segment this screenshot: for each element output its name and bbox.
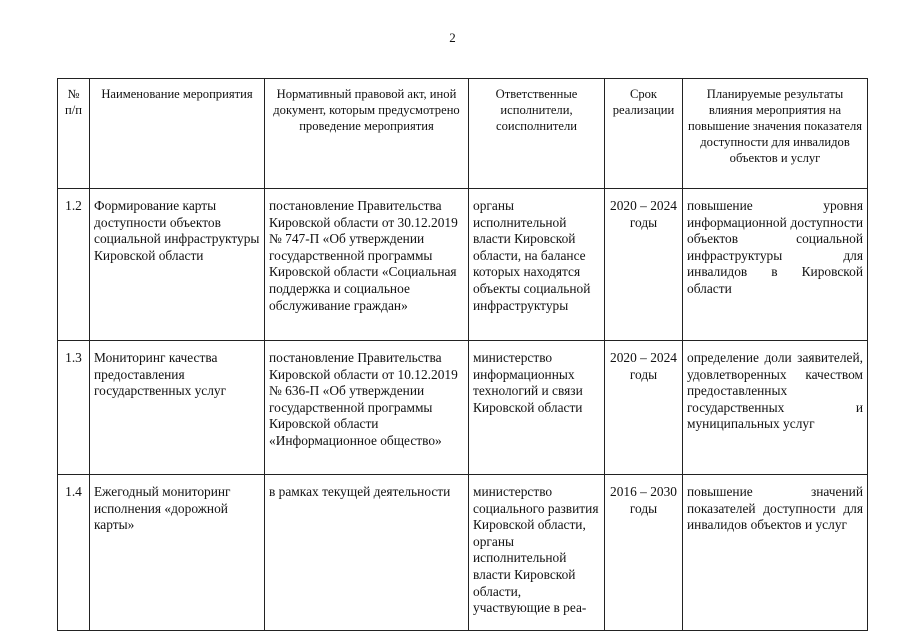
row-number: 1.3 xyxy=(58,341,90,475)
table-row xyxy=(58,341,868,475)
row-number: 1.2 xyxy=(58,189,90,341)
planned-result: повышение значений показателей доступности для инвалидов объектов и услуг xyxy=(683,475,868,631)
legal-act: в рамках текущей деятельности xyxy=(265,475,469,631)
executors: министерство социального развития Кировской области, органы исполнительной власти Кировской области, участвующие в реа- xyxy=(469,475,605,631)
executors: органы исполнительной власти Кировской области, на балансе которых находятся объекты социальной инфраструктуры xyxy=(469,189,605,341)
header-results: Планируемые результаты влияния мероприятия на повышение значения показателя доступности для инвалидов объектов и услуг xyxy=(683,79,868,189)
header-number: № п/п xyxy=(58,79,90,189)
legal-act: постановление Правительства Кировской области от 10.12.2019 № 636-П «Об утверждении государственной программы Кировской области «Информационное общество» xyxy=(265,341,469,475)
row-number: 1.4 xyxy=(58,475,90,631)
header-executors: Ответственные исполнители, соисполнители xyxy=(469,79,605,189)
table-header-row xyxy=(58,79,868,189)
term: 2020 – 2024 годы xyxy=(605,341,683,475)
header-measure-name: Наименование мероприятия xyxy=(90,79,265,189)
term: 2016 – 2030 годы xyxy=(605,475,683,631)
table-row xyxy=(58,189,868,341)
planned-result: повышение уровня информационной доступности объектов социальной инфраструктуры для инвалидов в Кировской области xyxy=(683,189,868,341)
header-legal-act: Нормативный правовой акт, иной документ, которым предусмотрено проведение мероприятия xyxy=(265,79,469,189)
measure-name: Мониторинг качества предоставления государственных услуг xyxy=(90,341,265,475)
measures-table xyxy=(57,78,868,631)
executors: министерство информационных технологий и связи Кировской области xyxy=(469,341,605,475)
measure-name: Формирование карты доступности объектов социальной инфраструктуры Кировской области xyxy=(90,189,265,341)
header-term: Срок реализации xyxy=(605,79,683,189)
table-row xyxy=(58,475,868,631)
legal-act: постановление Правительства Кировской области от 30.12.2019 № 747-П «Об утверждении государственной программы Кировской области «Социальная поддержка и социальное обслуживание граждан» xyxy=(265,189,469,341)
page-number: 2 xyxy=(449,30,456,45)
term: 2020 – 2024 годы xyxy=(605,189,683,341)
planned-result: определение доли заявителей, удовлетворенных качеством предоставленных государственных и муниципальных услуг xyxy=(683,341,868,475)
measure-name: Ежегодный мониторинг исполнения «дорожной карты» xyxy=(90,475,265,631)
